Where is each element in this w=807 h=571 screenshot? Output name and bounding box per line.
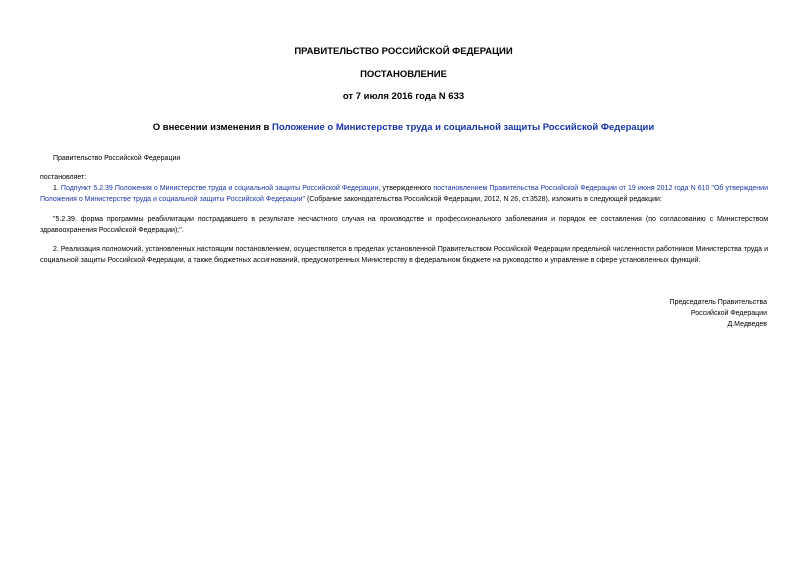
item-1-text-1: , утвержденного bbox=[378, 185, 434, 192]
signature-title-2: Российской Федерации bbox=[690, 310, 767, 317]
signature-name: Д.Медведев bbox=[727, 321, 767, 328]
title-link[interactable]: Положение о Министерстве труда и социальной защиты Российской Федерации bbox=[272, 122, 655, 133]
item-1-link-subpoint[interactable]: Подпункт 5.2.39 Положения о Министерстве труда и социальной защиты Российской Федерации bbox=[60, 185, 379, 192]
signature-title-1: Председатель Правительства bbox=[669, 299, 767, 306]
quote-paragraph: "5.2.39. форма программы реабилитации пострадавшего в результате несчастного случая на производстве и профессионального заболевания и порядок ее составления (по согласованию с Министерством здравоохранения Российской Федерации);". bbox=[40, 216, 768, 234]
item-1-paragraph bbox=[40, 183, 768, 205]
government-heading: ПРАВИТЕЛЬСТВО РОССИЙСКОЙ ФЕДЕРАЦИИ bbox=[294, 46, 513, 57]
item-1-number: 1. bbox=[53, 185, 61, 192]
decree-text: постановляет: bbox=[40, 174, 87, 181]
document-type-heading: ПОСТАНОВЛЕНИЕ bbox=[360, 69, 447, 80]
title-prefix: О внесении изменения в bbox=[152, 122, 273, 133]
item-1-link-decree[interactable]: постановлением Правительства Российской Федерации от 19 июня 2012 года N 610 "Об утверждении Положения о Министерстве труда и социальной защиты Российской Федерации" bbox=[40, 185, 768, 203]
item-1-text-2: (Собрание законодательства Российской Федерации, 2012, N 26, ст.3528), изложить в следующей редакции: bbox=[305, 196, 662, 203]
date-number-heading: от 7 июля 2016 года N 633 bbox=[342, 91, 465, 102]
document-title bbox=[0, 122, 807, 133]
item-2-paragraph: 2. Реализация полномочий, установленных настоящим постановлением, осуществляется в пределах установленной Правительством Российской Федерации предельной численности работников Министерства труда и социальной защиты Российской Федерации, а также бюджетных ассигнований, предусмотренных Министерству в федеральном бюджете на руководство и управление в сфере установленных функций. bbox=[40, 246, 768, 264]
intro-text: Правительство Российской Федерации bbox=[53, 155, 181, 162]
